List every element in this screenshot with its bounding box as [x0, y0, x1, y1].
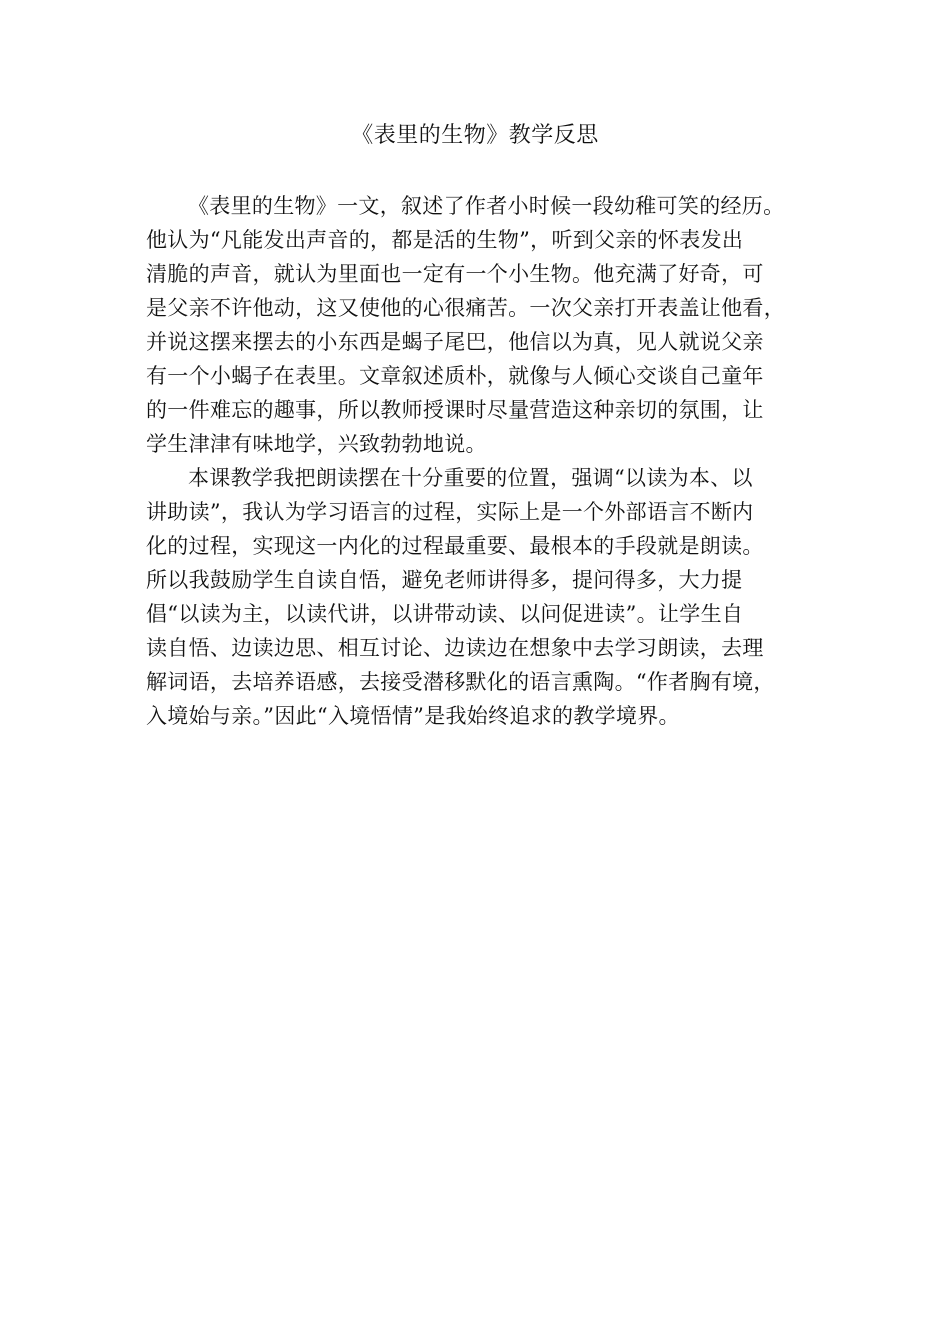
paragraph-line: 《表里的生物》一文，叙述了作者小时候一段幼稚可笑的经历。	[188, 194, 785, 218]
paragraph-line: 化的过程，实现这一内化的过程最重要、最根本的手段就是朗读。	[146, 534, 764, 558]
paragraph-2	[146, 461, 826, 733]
paragraph-line: 学生津津有味地学，兴致勃勃地说。	[146, 432, 487, 456]
paragraph-line: 的一件难忘的趣事，所以教师授课时尽量营造这种亲切的氛围，让	[146, 398, 764, 422]
paragraph-1	[146, 189, 826, 461]
paragraph-line: 读自悟、边读边思、相互讨论、边读边在想象中去学习朗读，去理	[146, 636, 764, 660]
paragraph-line: 清脆的声音，就认为里面也一定有一个小生物。他充满了好奇，可	[146, 262, 764, 286]
document-title: 《表里的生物》教学反思	[351, 123, 599, 148]
document-body	[146, 189, 826, 733]
paragraph-line: 本课教学我把朗读摆在十分重要的位置，强调“以读为本、以	[188, 466, 753, 490]
paragraph-line: 讲助读”，我认为学习语言的过程，实际上是一个外部语言不断内	[146, 500, 754, 524]
paragraph-line: 并说这摆来摆去的小东西是蝎子尾巴，他信以为真，见人就说父亲	[146, 330, 764, 354]
paragraph-line: 他认为“凡能发出声音的，都是活的生物”，听到父亲的怀表发出	[146, 228, 744, 252]
paragraph-line: 入境始与亲。”因此“入境悟情”是我始终追求的教学境界。	[146, 704, 680, 728]
paragraph-line: 所以我鼓励学生自读自悟，避免老师讲得多，提问得多，大力提	[146, 568, 743, 592]
paragraph-line: 有一个小蝎子在表里。文章叙述质朴，就像与人倾心交谈自己童年	[146, 364, 764, 388]
paragraph-line: 解词语，去培养语感，去接受潜移默化的语言熏陶。“作者胸有境，	[146, 670, 775, 694]
paragraph-line: 倡“以读为主，以读代讲，以讲带动读、以问促进读”。让学生自	[146, 602, 744, 626]
paragraph-line: 是父亲不许他动，这又使他的心很痛苦。一次父亲打开表盖让他看，	[146, 296, 785, 320]
